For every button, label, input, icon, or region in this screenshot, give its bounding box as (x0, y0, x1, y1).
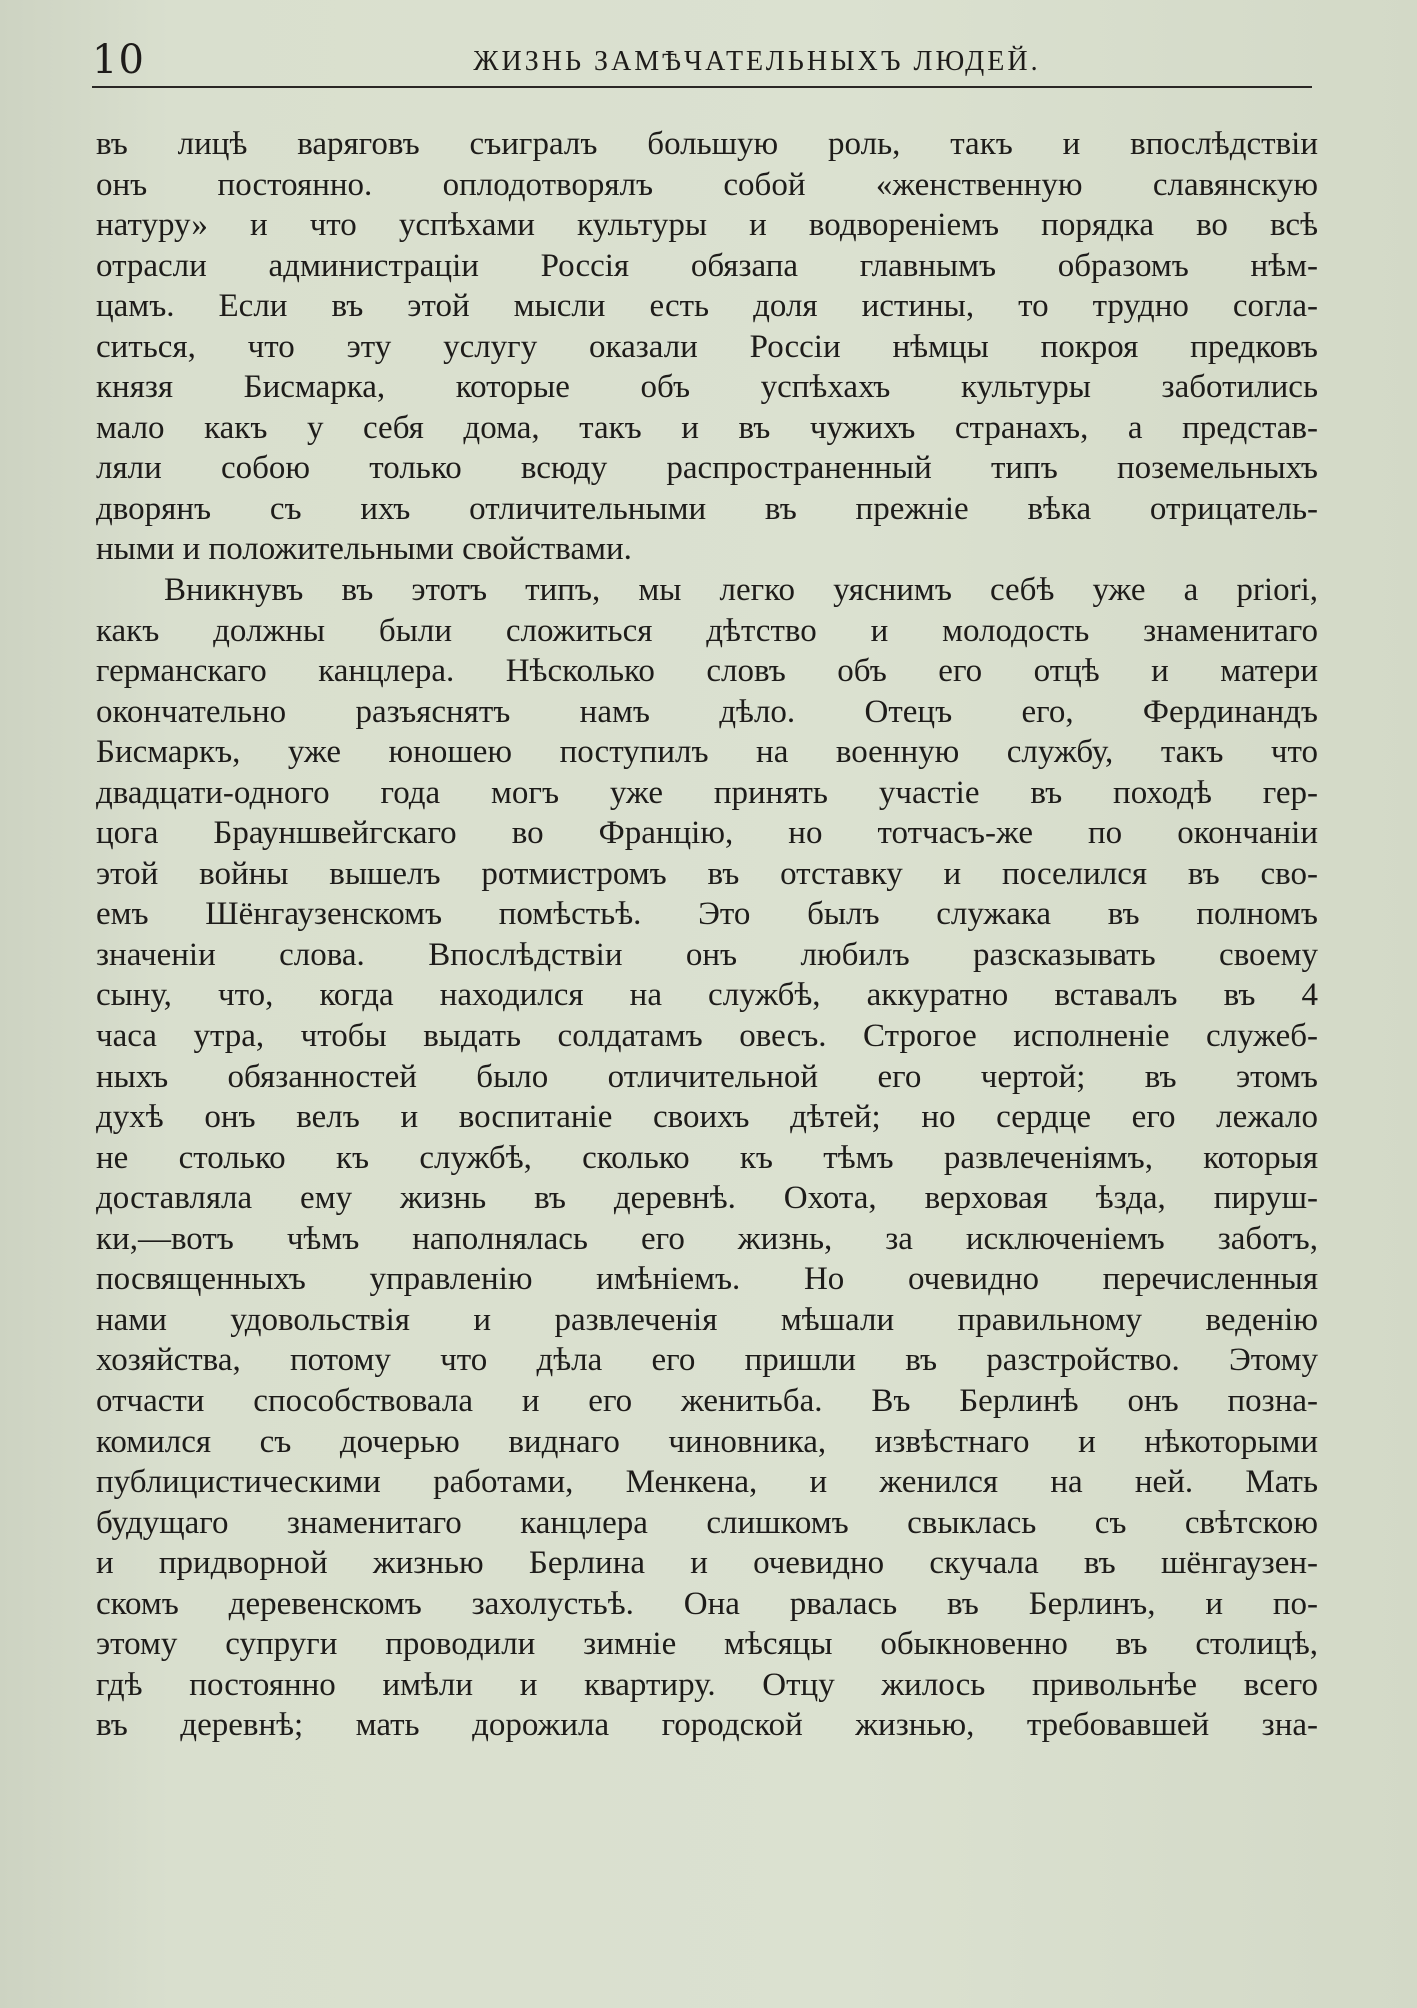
text-line: будущаго знаменитаго канцлера слишкомъ свыклась съ свѣтскою (96, 1504, 1318, 1541)
text-line: ныхъ обязанностей было отличительной его чертой; въ этомъ (96, 1058, 1318, 1095)
text-line: часа утра, чтобы выдать солдатамъ овесъ. Строгое исполненіе служеб- (96, 1018, 1318, 1055)
text-line: Бисмаркъ, уже юношею поступилъ на военную службу, такъ что (96, 734, 1318, 771)
text-line: емъ Шёнгаузенскомъ помѣстьѣ. Это былъ служака въ полномъ (96, 896, 1318, 933)
text-line: дворянъ съ ихъ отличительными въ прежніе вѣка отрицатель- (96, 490, 1318, 527)
text-line: этой войны вышелъ ротмистромъ въ отставку и поселился въ сво- (96, 855, 1318, 892)
text-line: въ деревнѣ; мать дорожила городской жизнью, требовавшей зна- (96, 1707, 1318, 1744)
text-line: отрасли администраціи Россія обязапа главнымъ образомъ нѣм- (96, 247, 1318, 284)
text-line: скомъ деревенскомъ захолустьѣ. Она рвалась въ Берлинъ, и по- (96, 1585, 1318, 1622)
running-head (92, 30, 1312, 88)
text-line: этому супруги проводили зимніе мѣсяцы обыкновенно въ столицѣ, (96, 1626, 1318, 1663)
text-line: цога Брауншвейгскаго во Францію, но тотчасъ-же по окончаніи (96, 815, 1318, 852)
text-line: и придворной жизнью Берлина и очевидно скучала въ шёнгаузен- (96, 1545, 1318, 1582)
text-line: гдѣ постоянно имѣли и квартиру. Отцу жилось привольнѣе всего (96, 1666, 1318, 1703)
text-line: онъ постоянно. оплодотворялъ собой «женственную славянскую (96, 166, 1318, 203)
text-line: публицистическими работами, Менкена, и женился на ней. Мать (96, 1464, 1318, 1501)
paragraph-end-line: ными и положительными свойствами. (96, 531, 632, 568)
text-line: хозяйства, потому что дѣла его пришли въ разстройство. Этому (96, 1342, 1318, 1379)
paragraph-start-line: Вникнувъ въ этотъ типъ, мы легко уяснимъ себѣ уже a priori, (164, 572, 1318, 609)
text-line: ситься, что эту услугу оказали Россіи нѣмцы покроя предковъ (96, 328, 1318, 365)
text-line: мало какъ у себя дома, такъ и въ чужихъ странахъ, а представ- (96, 409, 1318, 446)
text-line: комился съ дочерью виднаго чиновника, извѣстнаго и нѣкоторыми (96, 1423, 1318, 1460)
text-line: окончательно разъяснятъ намъ дѣло. Отецъ его, Фердинандъ (96, 693, 1318, 730)
running-title: ЖИЗНЬ ЗАМѢЧАТЕЛЬНЫХЪ ЛЮДЕЙ. (473, 46, 1041, 77)
text-line: не столько къ службѣ, сколько къ тѣмъ развлеченіямъ, которыя (96, 1139, 1318, 1176)
text-line: ки,—вотъ чѣмъ наполнялась его жизнь, за исключеніемъ заботъ, (96, 1220, 1318, 1257)
text-line: двадцати-одного года могъ уже принять участіе въ походѣ гер- (96, 774, 1318, 811)
text-line: нами удовольствія и развлеченія мѣшали правильному веденію (96, 1301, 1318, 1338)
text-line: духѣ онъ велъ и воспитаніе своихъ дѣтей; но сердце его лежало (96, 1099, 1318, 1136)
text-line: натуру» и что успѣхами культуры и водвореніемъ порядка во всѣ (96, 207, 1318, 244)
text-line: цамъ. Если въ этой мысли есть доля истины, то трудно согла- (96, 288, 1318, 325)
text-line: германскаго канцлера. Нѣсколько словъ объ его отцѣ и матери (96, 653, 1318, 690)
text-line: доставляла ему жизнь въ деревнѣ. Охота, верховая ѣзда, пируш- (96, 1180, 1318, 1217)
text-line: въ лицѣ варяговъ съигралъ большую роль, такъ и впослѣдствіи (96, 126, 1318, 162)
text-line: значеніи слова. Впослѣдствіи онъ любилъ разсказывать своему (96, 936, 1318, 973)
body-text (96, 124, 1318, 1746)
page-number: 10 (92, 37, 145, 83)
text-line: отчасти способствовала и его женитьба. Въ Берлинѣ онъ позна- (96, 1382, 1318, 1419)
text-line: ляли собою только всюду распространенный типъ поземельныхъ (96, 450, 1318, 487)
text-line: князя Бисмарка, которые объ успѣхахъ культуры заботились (96, 369, 1318, 406)
text-line: какъ должны были сложиться дѣтство и молодость знаменитаго (96, 612, 1318, 649)
text-line: посвященныхъ управленію имѣніемъ. Но очевидно перечисленныя (96, 1261, 1318, 1298)
text-line: сыну, что, когда находился на службѣ, аккуратно вставалъ въ 4 (96, 977, 1318, 1014)
